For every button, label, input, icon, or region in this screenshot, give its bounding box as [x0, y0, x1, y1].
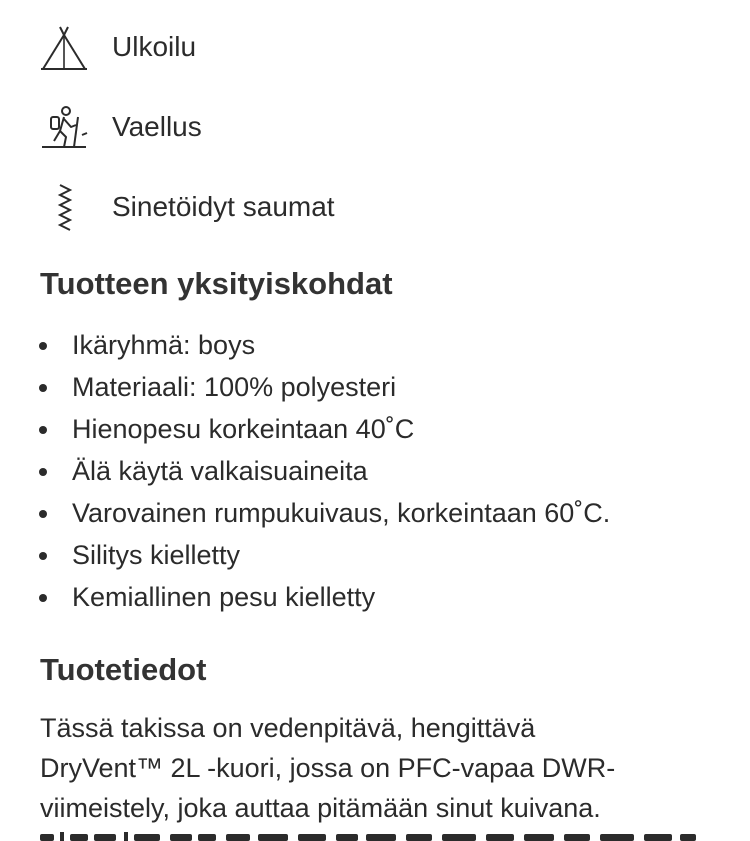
feature-item-hiking — [0, 97, 750, 157]
bullet — [39, 426, 47, 434]
list-item: Silitys kielletty — [0, 534, 750, 576]
description-line: Tässä takissa on vedenpitävä, hengittävä — [40, 713, 536, 743]
product-info-heading: Tuotetiedot — [40, 652, 207, 687]
list-item: Materiaali: 100% polyesteri — [0, 366, 750, 408]
sealed-seams-icon — [38, 183, 90, 231]
bullet — [39, 468, 47, 476]
bullet — [39, 552, 47, 560]
product-details-heading: Tuotteen yksityiskohdat — [40, 266, 393, 301]
bullet — [39, 510, 47, 518]
feature-item-sealed-seams — [0, 177, 750, 237]
tent-icon — [38, 23, 90, 71]
feature-label: Ulkoilu — [112, 31, 197, 62]
feature-label: Sinetöidyt saumat — [112, 191, 335, 222]
bullet — [39, 594, 47, 602]
feature-label: Vaellus — [112, 111, 202, 142]
list-item: Kemiallinen pesu kielletty — [0, 576, 750, 618]
product-details-list — [0, 324, 750, 618]
feature-item-outdoor — [0, 17, 750, 77]
bullet — [39, 342, 47, 350]
hiker-icon — [38, 103, 90, 151]
product-description — [40, 708, 720, 828]
list-item: Hienopesu korkeintaan 40˚C — [0, 408, 750, 450]
list-item: Älä käytä valkaisuaineita — [0, 450, 750, 492]
description-overflow-line — [40, 826, 700, 841]
description-line: DryVent™ 2L -kuori, jossa on PFC-vapaa DWR- — [40, 753, 616, 783]
bullet — [39, 384, 47, 392]
list-item: Ikäryhmä: boys — [0, 324, 750, 366]
description-line: viimeistely, joka auttaa pitämään sinut kuivana. — [40, 793, 601, 823]
list-item: Varovainen rumpukuivaus, korkeintaan 60˚C. — [0, 492, 750, 534]
cut-off-text-fragment — [40, 826, 700, 841]
